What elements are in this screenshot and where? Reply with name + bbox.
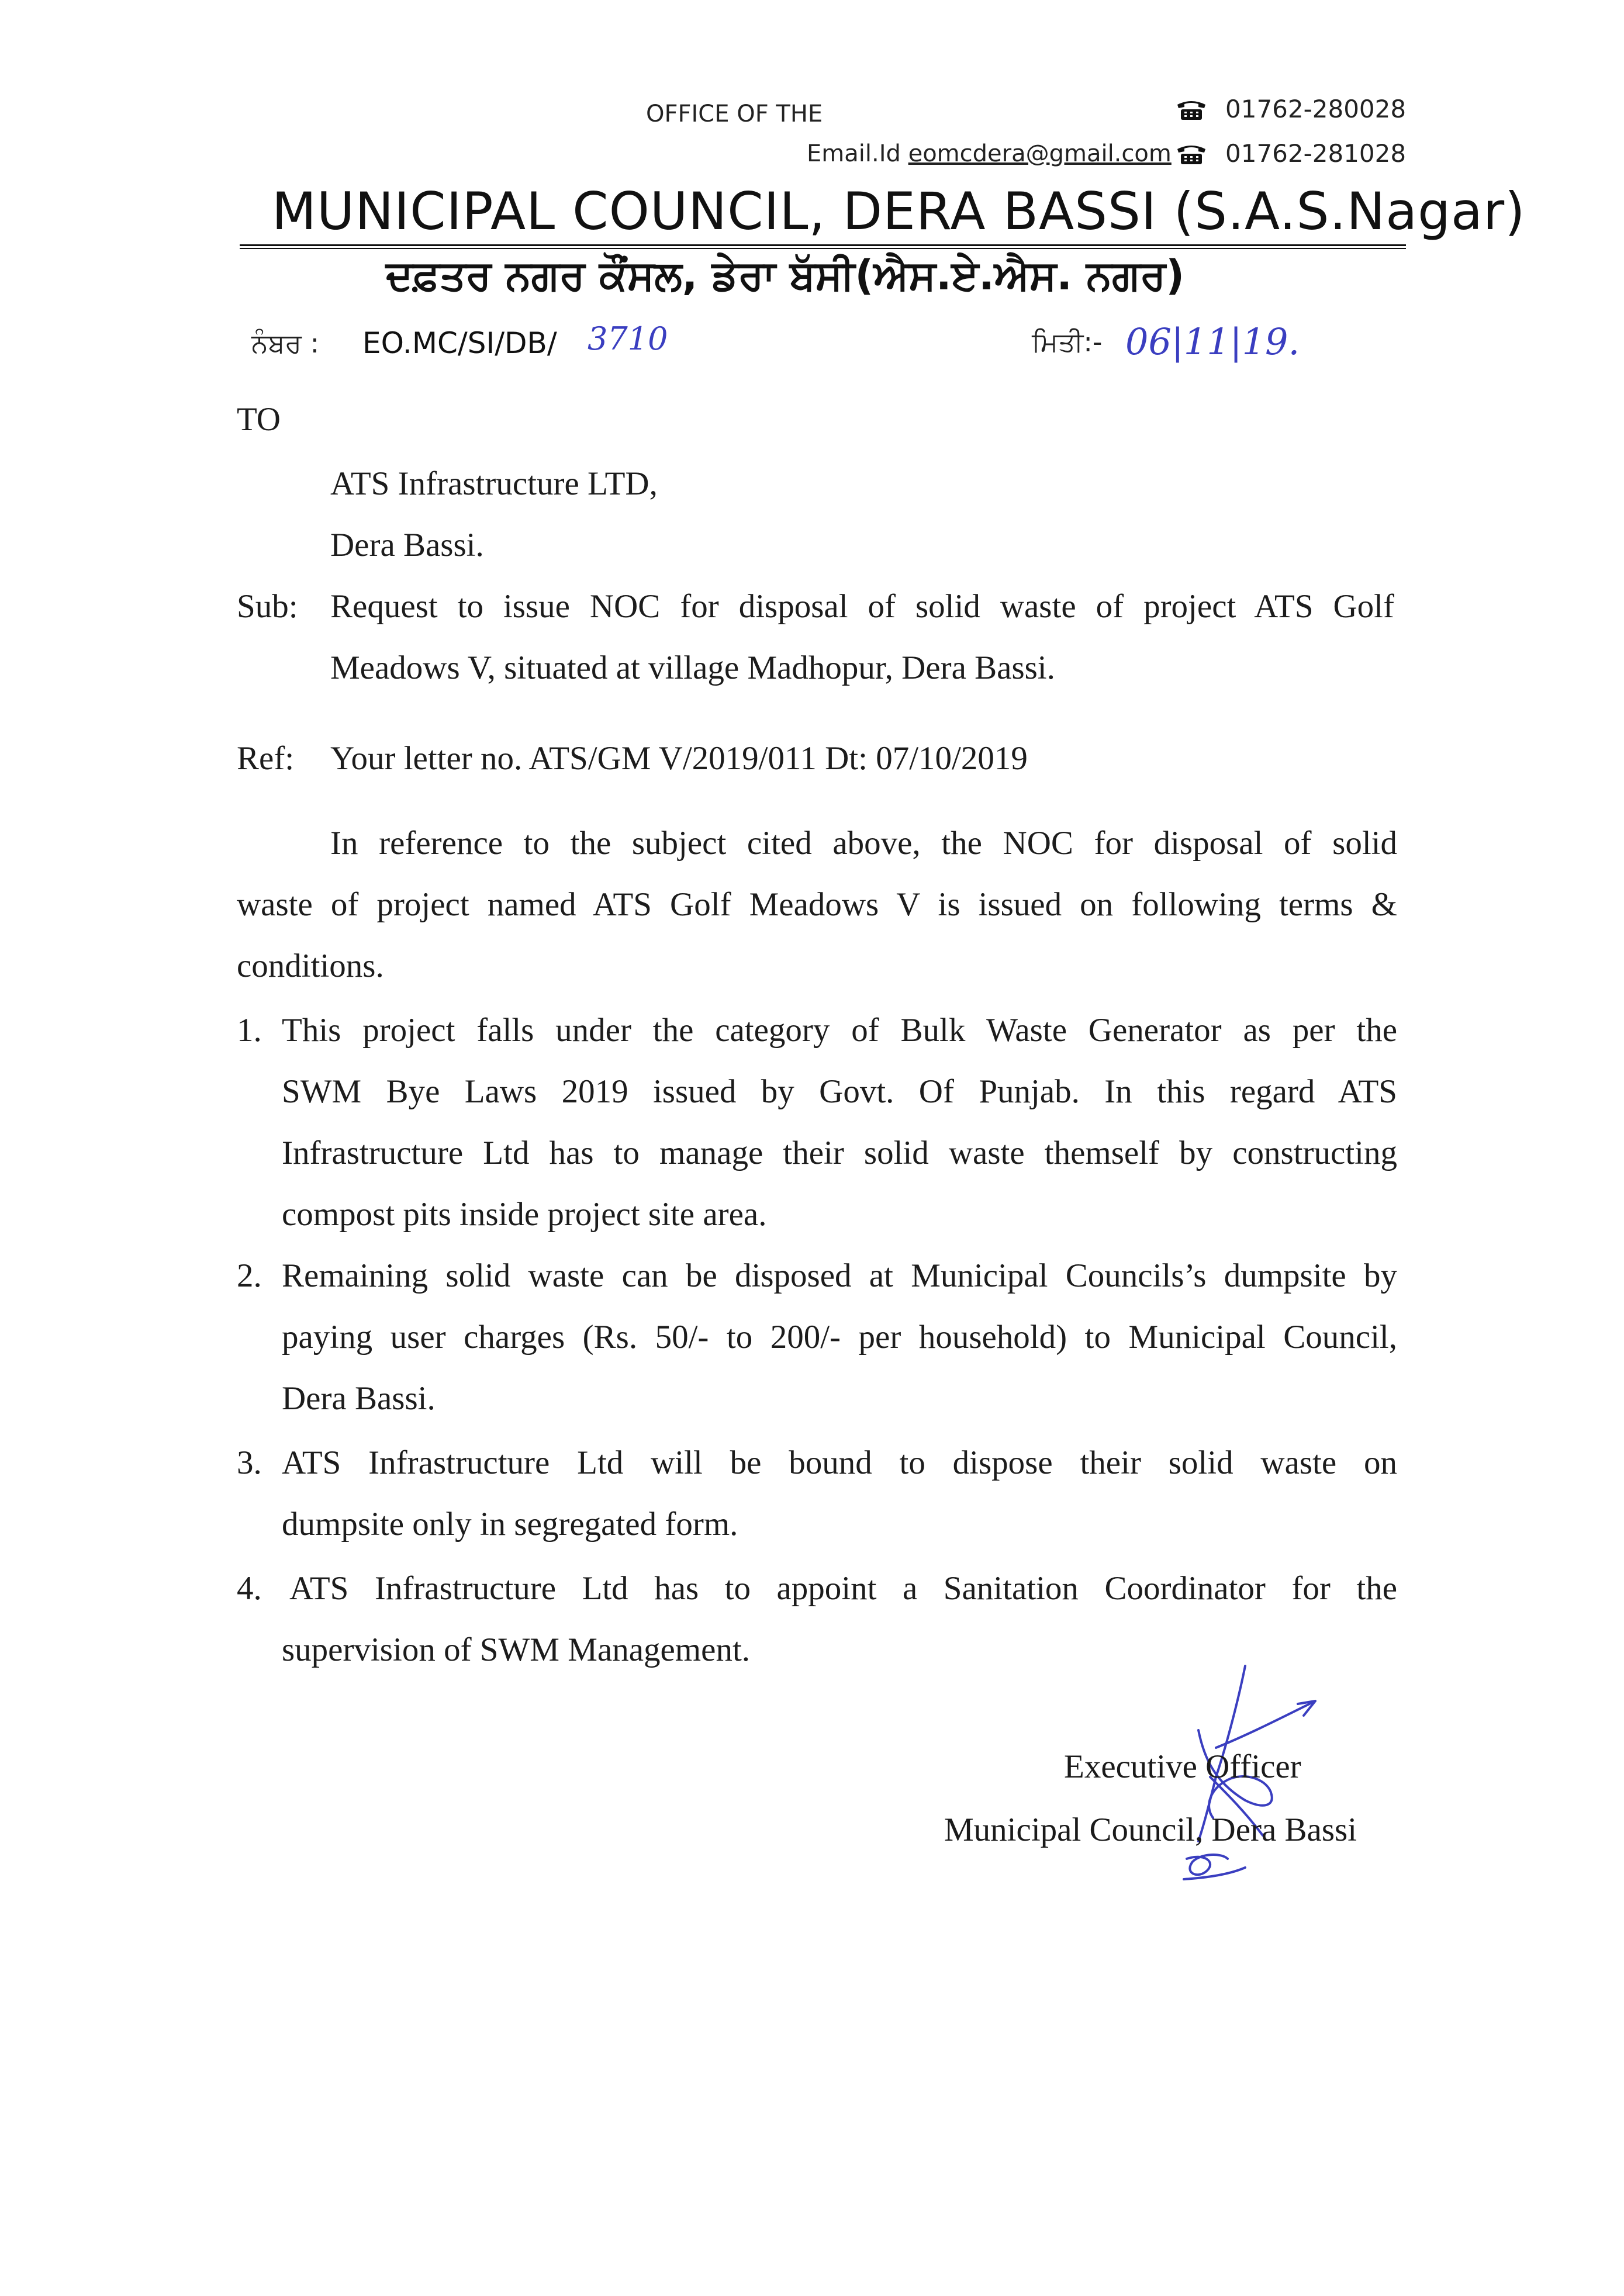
subject-line: Meadows V, situated at village Madhopur, Dera Bassi. [330, 649, 1055, 686]
email-label: Email.Id [807, 140, 908, 167]
office-of-label: OFFICE OF THE [646, 101, 823, 127]
date-label: ਮਿਤੀ:- [1032, 326, 1103, 358]
condition-line: supervision of SWM Management. [282, 1631, 751, 1668]
punjabi-title: ਦਫ਼ਤਰ ਨਗਰ ਕੌਂਸਲ, ਡੇਰਾ ਬੱਸੀ(ਐਸ.ਏ.ਐਸ. ਨਗਰ) [386, 251, 1185, 299]
handwritten-date: 06|11|19. [1125, 320, 1300, 363]
telephone-icon [1175, 98, 1208, 121]
email-link[interactable]: eomcdera@gmail.com [908, 140, 1172, 167]
intro-line: In reference to the subject cited above, the NOC for disposal of solid [330, 825, 1397, 862]
phone-row-1 [1175, 95, 1406, 123]
email-row [807, 140, 1172, 167]
reference-number: EO.MC/SI/DB/ [362, 326, 557, 360]
condition-line: paying user charges (Rs. 50/- to 200/- per household) to Municipal Council, [282, 1319, 1397, 1356]
phone-number-1: 01762-280028 [1225, 95, 1407, 123]
phone-row-2 [1175, 139, 1406, 168]
subject-label: Sub: [237, 588, 298, 625]
phone-number-2: 01762-281028 [1225, 139, 1407, 168]
telephone-icon [1175, 142, 1208, 165]
handwritten-number: 3710 [588, 320, 668, 357]
header-divider [240, 244, 1406, 246]
intro-line: waste of project named ATS Golf Meadows V is issued on following terms & [237, 886, 1397, 923]
condition-line: Dera Bassi. [282, 1380, 436, 1417]
intro-line: conditions. [237, 948, 384, 984]
header-divider [240, 248, 1406, 249]
condition-number: 3. [237, 1444, 262, 1481]
subject-line: Request to issue NOC for disposal of solid waste of project ATS Golf [330, 588, 1394, 625]
signatory-office: Municipal Council, Dera Bassi [944, 1811, 1357, 1848]
condition-line: This project falls under the category of Bulk Waste Generator as per the [282, 1012, 1397, 1049]
to-label: TO [237, 401, 281, 438]
condition-line: dumpsite only in segregated form. [282, 1506, 738, 1543]
condition-number: 2. [237, 1257, 262, 1294]
condition-line: ATS Infrastructure Ltd has to appoint a Sanitation Coordinator for the [289, 1570, 1397, 1607]
addressee-line: Dera Bassi. [330, 527, 484, 563]
addressee-line: ATS Infrastructure LTD, [330, 465, 658, 502]
condition-line: Infrastructure Ltd has to manage their solid waste themself by constructing [282, 1135, 1397, 1171]
condition-line: compost pits inside project site area. [282, 1196, 767, 1233]
reference-label: Ref: [237, 740, 295, 777]
council-title: MUNICIPAL COUNCIL, DERA BASSI (S.A.S.Nagar) [272, 181, 1526, 241]
reference-text: Your letter no. ATS/GM V/2019/011 Dt: 07/10/2019 [330, 740, 1028, 777]
signatory-title: Executive Officer [1064, 1748, 1301, 1785]
condition-line: Remaining solid waste can be disposed at Municipal Councils’s dumpsite by [282, 1257, 1397, 1294]
condition-number: 4. [237, 1570, 262, 1607]
condition-number: 1. [237, 1012, 262, 1049]
number-label: ਨੰਬਰ : [251, 327, 320, 359]
condition-line: SWM Bye Laws 2019 issued by Govt. Of Punjab. In this regard ATS [282, 1073, 1397, 1110]
condition-line: ATS Infrastructure Ltd will be bound to dispose their solid waste on [282, 1444, 1397, 1481]
